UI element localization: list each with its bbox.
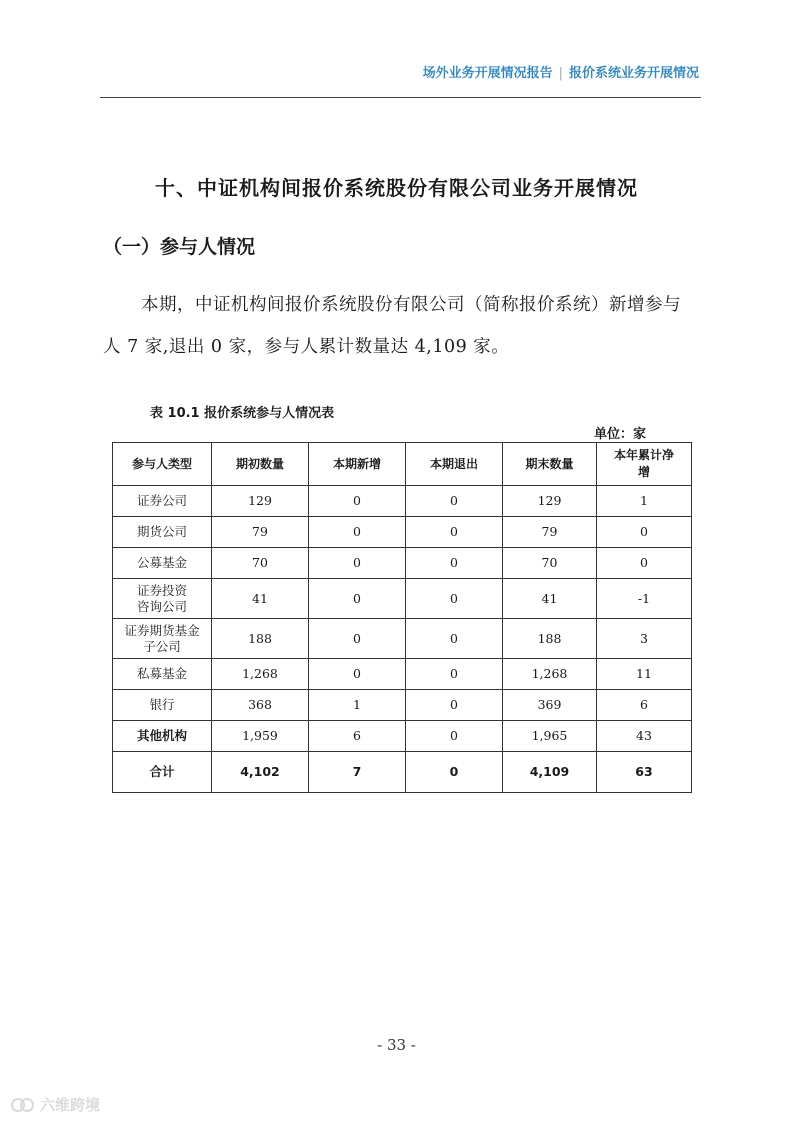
table-row xyxy=(113,619,692,659)
row-label: 银行 xyxy=(113,690,212,721)
section-title: 十、中证机构间报价系统股份有限公司业务开展情况 xyxy=(155,176,638,200)
table-cell: 129 xyxy=(212,486,309,517)
running-header xyxy=(423,62,699,81)
table-cell: 70 xyxy=(212,548,309,579)
total-cell: 4,102 xyxy=(212,752,309,793)
table-caption: 表 10.1 报价系统参与人情况表 xyxy=(150,406,335,421)
table-cell: 1 xyxy=(309,690,406,721)
table-cell: 79 xyxy=(503,517,597,548)
total-cell: 63 xyxy=(597,752,692,793)
row-label: 其他机构 xyxy=(113,721,212,752)
table-cell: 1,268 xyxy=(212,659,309,690)
table-cell: 1 xyxy=(597,486,692,517)
table-cell: 0 xyxy=(597,548,692,579)
table-cell: 0 xyxy=(309,579,406,619)
column-header xyxy=(597,443,692,486)
table-row xyxy=(113,659,692,690)
column-header: 本期新增 xyxy=(309,443,406,486)
header-divider xyxy=(100,97,701,98)
table-row xyxy=(113,548,692,579)
column-header: 期末数量 xyxy=(503,443,597,486)
total-cell: 4,109 xyxy=(503,752,597,793)
table-cell: 1,268 xyxy=(503,659,597,690)
participants-table xyxy=(112,442,692,793)
table-cell: 188 xyxy=(503,619,597,659)
header-report-title: 场外业务开展情况报告 xyxy=(422,66,553,81)
table-cell: 0 xyxy=(406,548,503,579)
table-cell: 0 xyxy=(406,486,503,517)
row-label: 期货公司 xyxy=(113,517,212,548)
row-label-text: 证券期货基金子公司 xyxy=(124,622,200,654)
row-label: 公募基金 xyxy=(113,548,212,579)
table-cell: 41 xyxy=(212,579,309,619)
table-cell: 0 xyxy=(406,659,503,690)
page-number: - 33 - xyxy=(377,1036,416,1054)
table-cell: 0 xyxy=(406,517,503,548)
table-cell: 41 xyxy=(503,579,597,619)
table-row xyxy=(113,486,692,517)
table-cell: 0 xyxy=(309,659,406,690)
header-separator: | xyxy=(558,66,563,81)
row-label: 私募基金 xyxy=(113,659,212,690)
table-cell: 0 xyxy=(309,517,406,548)
table-total-row xyxy=(113,752,692,793)
table-cell: 43 xyxy=(597,721,692,752)
table-row xyxy=(113,721,692,752)
table-cell: 188 xyxy=(212,619,309,659)
table-cell: -1 xyxy=(597,579,692,619)
table-cell: 0 xyxy=(406,690,503,721)
table-cell: 6 xyxy=(597,690,692,721)
watermark-logo-icon xyxy=(10,1096,36,1114)
column-header: 本期退出 xyxy=(406,443,503,486)
total-label: 合计 xyxy=(113,752,212,793)
table-cell: 70 xyxy=(503,548,597,579)
table-cell: 129 xyxy=(503,486,597,517)
table-header-row xyxy=(113,443,692,486)
table-cell: 0 xyxy=(597,517,692,548)
table-cell: 0 xyxy=(309,619,406,659)
table-cell: 0 xyxy=(309,486,406,517)
table-row xyxy=(113,517,692,548)
table-cell: 0 xyxy=(309,548,406,579)
table-unit: 单位：家 xyxy=(594,427,647,442)
subsection-title: （一）参与人情况 xyxy=(103,236,256,258)
body-paragraph: 本期，中证机构间报价系统股份有限公司（简称报价系统）新增参与人 7 家,退出 0 家，参与人累计数量达 4,109 家。 xyxy=(103,295,681,357)
watermark-text: 六维跨境 xyxy=(40,1096,101,1114)
table-cell: 6 xyxy=(309,721,406,752)
column-header-text: 本年累计净增 xyxy=(613,448,674,479)
table-cell: 0 xyxy=(406,619,503,659)
table-row xyxy=(113,690,692,721)
table-cell: 1,959 xyxy=(212,721,309,752)
column-header: 期初数量 xyxy=(212,443,309,486)
table-cell: 11 xyxy=(597,659,692,690)
table-cell: 1,965 xyxy=(503,721,597,752)
table-cell: 0 xyxy=(406,721,503,752)
row-label xyxy=(113,579,212,619)
total-cell: 7 xyxy=(309,752,406,793)
total-cell: 0 xyxy=(406,752,503,793)
row-label-text: 证券投资咨询公司 xyxy=(136,582,187,614)
watermark xyxy=(10,1094,100,1115)
header-section-title: 报价系统业务开展情况 xyxy=(568,66,699,81)
column-header: 参与人类型 xyxy=(113,443,212,486)
table-cell: 368 xyxy=(212,690,309,721)
table-cell: 0 xyxy=(406,579,503,619)
table-cell: 79 xyxy=(212,517,309,548)
table-cell: 369 xyxy=(503,690,597,721)
table-cell: 3 xyxy=(597,619,692,659)
table-row xyxy=(113,579,692,619)
row-label: 证券公司 xyxy=(113,486,212,517)
row-label xyxy=(113,619,212,659)
